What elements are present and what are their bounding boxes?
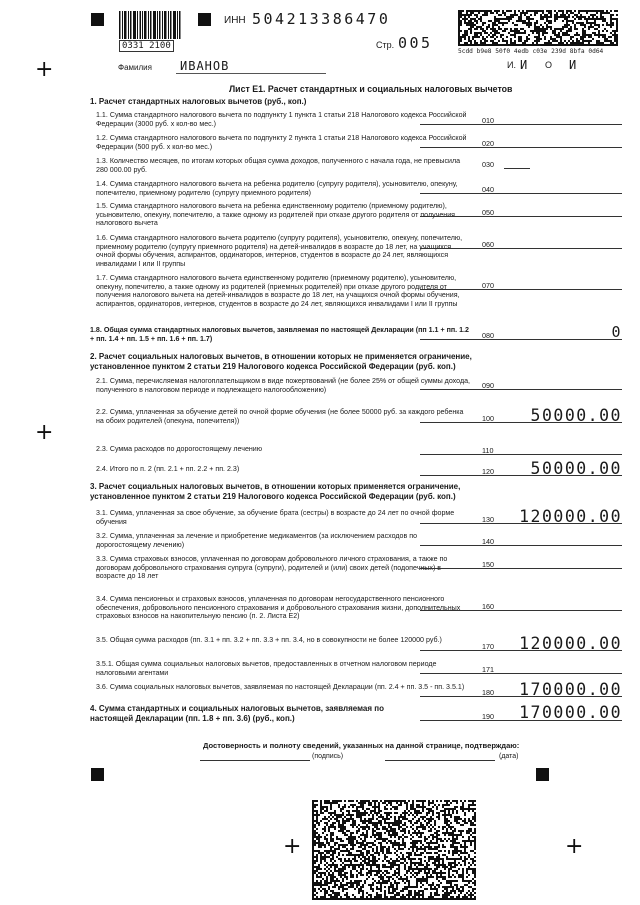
date-label: (дата) [499, 753, 519, 760]
row-code: 130 [482, 515, 494, 524]
row-code: 090 [482, 381, 494, 390]
row-value-line [420, 454, 622, 455]
row-value-line [420, 216, 622, 217]
row-label [96, 555, 472, 581]
row-number: 1.1. [96, 111, 108, 119]
row-value-line [420, 289, 622, 290]
row-code: 060 [482, 240, 494, 249]
row-number: 3.5.1. [96, 660, 114, 668]
qr-code-icon [312, 800, 476, 900]
confirm-text: Достоверность и полноту сведений, указанных на данной странице, подтверждаю: [203, 741, 520, 750]
row-number: 3.3. [96, 555, 108, 563]
barcode-icon [119, 11, 181, 39]
row-label [96, 134, 472, 151]
row-number: 3.5. [96, 636, 108, 644]
row-number: 1.4. [96, 180, 108, 188]
row-text: Сумма стандартного налогового вычета на ребенка родителю (супругу родителя), усыновителю, опекуну, попечителю, приемному родителю (супругу приемного родителя) [96, 180, 458, 197]
row-value-line [420, 339, 622, 340]
row-label [96, 683, 472, 692]
row-text: Сумма стандартного налогового вычета по подпункту 1 пункта 1 статьи 218 Налогового кодекса Российской Федерации (3000 руб. x кол-во мес.) [96, 111, 467, 128]
row-text: Сумма, уплаченная за обучение детей по очной форме обучения (не более 50000 руб. за каждого ребенка на обоих родителей (опекуна, попечителя)) [96, 408, 464, 425]
row-label [96, 111, 472, 128]
row-label [96, 595, 472, 621]
row-code: 030 [482, 160, 494, 169]
corner-marker-bottom-right [536, 768, 549, 781]
row-code: 150 [482, 560, 494, 569]
inn-value: 504213386470 [252, 10, 391, 28]
surname-underline [176, 73, 326, 74]
row-text: Сумма стандартного налогового вычета на ребенка единственному родителю (приемному родителю), усыновителю, опекуну, попечителю, а также одному из родителей при отказе другого родителя от получения налогового вычета [96, 202, 456, 228]
row-code: 100 [482, 414, 494, 423]
section2-title: 2. Расчет социальных налоговых вычетов, в отношении которых не применяется ограничение, установленное пунктом 2 статьи 219 Налогового кодекса Российской Федерации (руб. коп.) [90, 352, 472, 371]
row-value-line [420, 147, 622, 148]
row-code: 040 [482, 185, 494, 194]
row-number: 1.3. [96, 157, 108, 165]
row-label [96, 660, 472, 677]
section1-title: 1. Расчет стандартных налоговых вычетов (руб., коп.) [90, 97, 307, 106]
row-value-line [420, 389, 622, 390]
initial-1: И. [507, 60, 516, 70]
row-text: Итого по п. 2 (пп. 2.1 + пп. 2.2 + пп. 2.3) [109, 465, 240, 473]
row-text: Количество месяцев, по итогам которых общая сумма доходов, полученного с начала года, не превысила 280 000.00 руб. [96, 157, 461, 174]
row-text: Сумма, перечисляемая налогоплательщиком в виде пожертвований (не более 25% от общей суммы дохода, полученного в налоговом периоде и подлежащего налогообложению) [96, 377, 470, 394]
row-label [96, 408, 472, 425]
row-code: 080 [482, 331, 494, 340]
row-text: Сумма страховых взносов, уплаченная по договорам добровольного личного страхования, а также по договорам добровольного страхования супруга (супруги), родителей и (или) своих детей (подопечных) в возрасте до 18 лет [96, 555, 448, 581]
row-value-line [420, 610, 622, 611]
row-text: Сумма, уплаченная за лечение и приобретение медикаментов (за исключением расходов по дорогостоящему лечению) [96, 532, 418, 549]
row-number: 1.8. [90, 326, 102, 334]
row-text: Общая сумма социальных налоговых вычетов, предоставленных в отчетном налоговом периоде налоговыми агентами [96, 660, 437, 677]
row-text: Сумма стандартного налогового вычета по подпункту 2 пункта 1 статьи 218 Налогового кодекса Российской Федерации (500 руб. x кол-во мес.) [96, 134, 467, 151]
section3-title: 3. Расчет социальных налоговых вычетов, в отношении которых применяется ограничение, установленное пунктом 2 статьи 219 Налогового кодекса Российской Федерации (руб. коп.) [90, 482, 461, 501]
row-label [96, 202, 472, 228]
row-text: Сумма стандартного налогового вычета родителю (супругу родителя), усыновителю, опекуну, попечителю, приемному родителю (супругу приемного родителя) на детей-инвалидов в возрасте до 18 лет, на учащихся очной формы обучения, аспирантов, ординаторов, интернов, студентов в возрасте до 24 лет, являющихся инвалидами I или II группы [96, 234, 463, 268]
row-value-line [420, 248, 622, 249]
row-number: 2.3. [96, 445, 108, 453]
row-code: 050 [482, 208, 494, 217]
row-code: 171 [482, 665, 494, 674]
row-value[interactable]: 120000.00 [519, 634, 622, 653]
crosshair-icon: + [565, 834, 584, 859]
row-value-line [420, 193, 622, 194]
row-value[interactable]: 0 [611, 323, 622, 341]
row-label [96, 274, 472, 308]
crosshair-icon: + [35, 57, 54, 82]
row-label [96, 180, 472, 197]
row-code: 120 [482, 467, 494, 476]
row-value-line [504, 168, 530, 169]
row-number: 3.4. [96, 595, 108, 603]
surname-value: ИВАНОВ [180, 59, 230, 73]
signature-line[interactable] [200, 760, 310, 761]
row-value[interactable]: 170000.00 [519, 680, 622, 699]
row-code: 160 [482, 602, 494, 611]
section4-value[interactable]: 170000.00 [519, 703, 622, 722]
row-label [90, 326, 470, 343]
row-value[interactable]: 50000.00 [530, 459, 622, 478]
corner-marker-top-left [91, 13, 104, 26]
row-number: 2.4. [96, 465, 108, 473]
row-value-line [420, 673, 622, 674]
barcode-number: 0331 2100 [119, 40, 174, 52]
row-number: 1.6. [96, 234, 108, 242]
row-value[interactable]: 50000.00 [530, 406, 622, 425]
initial-2: И [520, 58, 528, 72]
section4-text: 4. Сумма стандартных и социальных налоговых вычетов, заявляемая по настоящей Декларации (пп. 1.8 + пп. 3.6) (руб., коп.) [90, 704, 384, 723]
corner-marker-top-mid [198, 13, 211, 26]
crosshair-icon: + [35, 420, 54, 445]
row-code: 020 [482, 139, 494, 148]
row-value-line [420, 568, 622, 569]
row-label [96, 234, 472, 268]
row-code: 010 [482, 116, 494, 125]
row-code: 180 [482, 688, 494, 697]
row-text: Сумма расходов по дорогостоящему лечению [109, 445, 263, 453]
row-number: 1.5. [96, 202, 108, 210]
sheet-title: Лист Е1. Расчет стандартных и социальных налоговых вычетов [229, 84, 513, 94]
row-number: 1.7. [96, 274, 108, 282]
signature-label: (подпись) [312, 753, 344, 760]
section4-code: 190 [482, 712, 494, 721]
row-value-line [420, 124, 622, 125]
corner-marker-bottom-left [91, 768, 104, 781]
row-label [96, 532, 472, 549]
row-number: 1.2. [96, 134, 108, 142]
row-text: Общая сумма стандартных налоговых вычетов, заявляемая по настоящей Декларации (пп 1.1 + пп. 1.2 + пп. 1.4 + пп. 1.5 + пп. 1.6 + пп. 1.7) [90, 326, 469, 343]
surname-label: Фамилия [118, 63, 152, 72]
row-number: 3.1. [96, 509, 108, 517]
row-label [96, 377, 472, 394]
initial-4: И [569, 58, 577, 72]
row-label [96, 445, 472, 454]
row-number: 2.2. [96, 408, 108, 416]
inn-label: ИНН [224, 15, 246, 26]
row-label [96, 465, 472, 474]
row-label [96, 509, 472, 526]
document-hash: 5cdd b9e8 50f0 4edb c03e 239d 8bfa 0d64 [458, 48, 604, 55]
row-code: 170 [482, 642, 494, 651]
initial-3: О [545, 60, 553, 70]
row-number: 2.1. [96, 377, 108, 385]
row-text: Сумма социальных налоговых вычетов, заявляемая по настоящей Декларации (пп. 2.4 + пп. 3.5 - пп. 3.5.1) [109, 683, 465, 691]
row-text: Сумма стандартного налогового вычета единственному родителю (приемному родителю), усыновителю, опекуну, попечителю, а также одному из родителей (приемных родителей) при отказе другого родителя от получения налогового вычета на детей-инвалидов в возрасте до 18 лет, на учащихся очной формы обучения, аспирантов, ординаторов, интернов, студентов в возрасте до 24 лет, являющихся инвалидами I или II группы [96, 274, 460, 308]
qr-code-icon [458, 10, 618, 46]
page-label: Стр. [376, 40, 395, 50]
row-text: Сумма пенсионных и страховых взносов, уплаченная по договорам негосударственного пенсионного обеспечения, добровольного пенсионного страхования и добровольного страхования жизни, дополнительных страховых взносов на накопительную пенсию (п. 2. Листа Е2) [96, 595, 461, 621]
row-value-line [420, 545, 622, 546]
page-number: 005 [398, 34, 433, 52]
row-value[interactable]: 120000.00 [519, 507, 622, 526]
row-code: 110 [482, 446, 494, 455]
row-code: 070 [482, 281, 494, 290]
row-text: Сумма, уплаченная за свое обучение, за обучение брата (сестры) в возрасте до 24 лет по очной форме обучения [96, 509, 455, 526]
row-label [96, 157, 472, 174]
row-text: Общая сумма расходов (пп. 3.1 + пп. 3.2 + пп. 3.3 + пп. 3.4, но в совокупности не более 120000 руб.) [109, 636, 442, 644]
row-code: 140 [482, 537, 494, 546]
row-number: 3.6. [96, 683, 108, 691]
crosshair-icon: + [283, 834, 302, 859]
date-line[interactable] [385, 760, 495, 761]
row-label [96, 636, 472, 645]
row-number: 3.2. [96, 532, 108, 540]
